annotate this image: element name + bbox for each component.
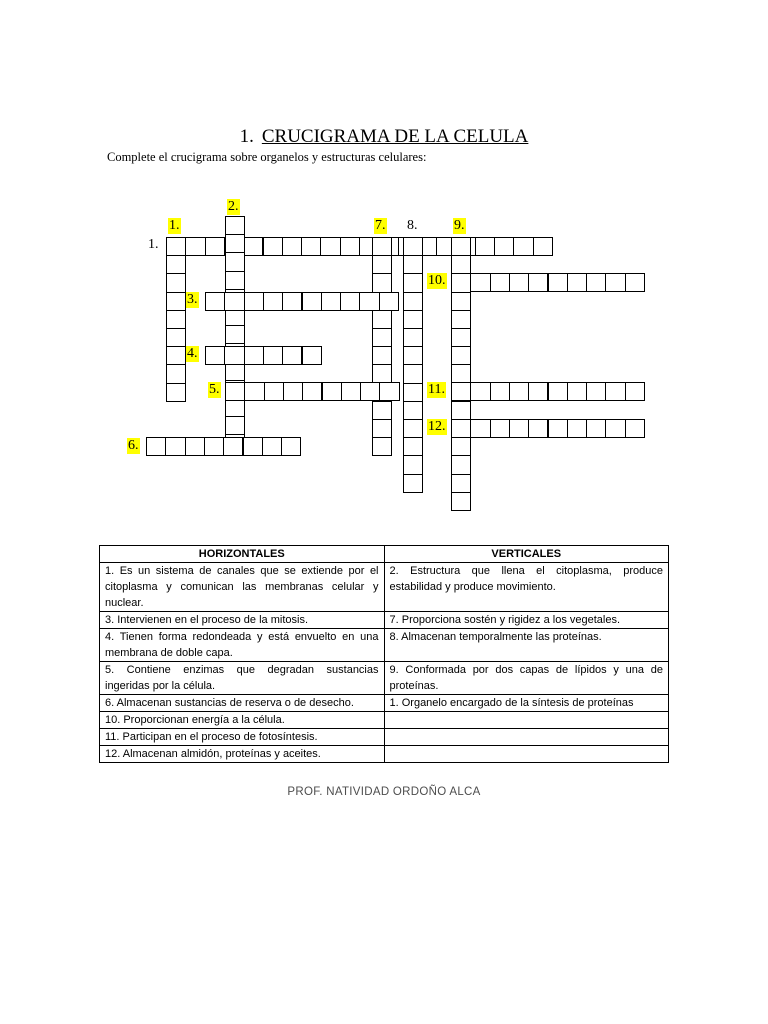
vertical-clue (384, 712, 669, 729)
crossword-cell[interactable] (470, 273, 490, 292)
crossword-cell[interactable] (166, 310, 186, 329)
crossword-cell[interactable] (282, 237, 302, 256)
crossword-cell[interactable] (320, 237, 340, 256)
crossword-cell[interactable] (403, 401, 423, 420)
crossword-cell[interactable] (372, 401, 392, 420)
clue-row (100, 695, 669, 712)
crossword-cell[interactable] (403, 255, 423, 274)
clue-number-v8: 8. (407, 218, 418, 233)
crossword-cell[interactable] (302, 292, 322, 311)
clue-row (100, 729, 669, 746)
author-footer: PROF. NATIVIDAD ORDOÑO ALCA (287, 786, 481, 798)
crossword-cell[interactable] (451, 437, 471, 456)
crossword-cell[interactable] (224, 292, 244, 311)
crossword-cell[interactable] (625, 382, 645, 401)
clue-number-h12: 12. (428, 419, 446, 434)
crossword-cell[interactable] (225, 416, 245, 435)
crossword-cell[interactable] (490, 419, 510, 438)
page-title (0, 126, 768, 148)
crossword-cell[interactable] (605, 419, 625, 438)
clue-row (100, 612, 669, 629)
crossword-cell[interactable] (341, 382, 361, 401)
crossword-cell[interactable] (451, 492, 471, 511)
crossword-cell[interactable] (528, 419, 548, 438)
clue-number-h3: 3. (187, 292, 198, 307)
crossword-cell[interactable] (403, 346, 423, 365)
clue-number-v2: 2. (228, 199, 239, 214)
crossword-cell[interactable] (165, 437, 185, 456)
crossword-cell[interactable] (403, 328, 423, 347)
crossword-cell[interactable] (225, 234, 245, 253)
clue-number-h1: 1. (148, 237, 159, 252)
crossword-cell[interactable] (166, 273, 186, 292)
clues-table (99, 545, 669, 763)
crossword-cell[interactable] (205, 346, 225, 365)
clue-number-v1: 1. (169, 218, 180, 233)
crossword-cell[interactable] (509, 273, 529, 292)
crossword-cell[interactable] (403, 364, 423, 383)
horizontal-clue: 6. Almacenan sustancias de reserva o de desecho. (100, 695, 385, 712)
crossword-cell[interactable] (548, 382, 568, 401)
crossword-cell[interactable] (451, 273, 471, 292)
crossword-cell[interactable] (451, 401, 471, 420)
crossword-cell[interactable] (340, 237, 360, 256)
crossword-cell[interactable] (244, 346, 264, 365)
crossword-cell[interactable] (372, 310, 392, 329)
clue-row (100, 746, 669, 763)
crossword-cell[interactable] (146, 437, 166, 456)
crossword-cell[interactable] (263, 237, 283, 256)
clue-number-v7: 7. (375, 218, 386, 233)
crossword-cell[interactable] (224, 346, 244, 365)
horizontal-clue: 1. Es un sistema de canales que se extiende por el citoplasma y comunican las membranas celular y nuclear. (100, 563, 385, 612)
crossword-cell[interactable] (204, 437, 224, 456)
title-text: CRUCIGRAMA DE LA CELULA (261, 126, 529, 147)
crossword-cell[interactable] (166, 328, 186, 347)
crossword-cell[interactable] (302, 382, 322, 401)
crossword-cell[interactable] (263, 346, 283, 365)
crossword-cell[interactable] (225, 252, 245, 271)
crossword-cell[interactable] (166, 255, 186, 274)
crossword-cell[interactable] (223, 437, 243, 456)
crossword-cell[interactable] (264, 382, 284, 401)
crossword-cell[interactable] (372, 255, 392, 274)
crossword-cell[interactable] (451, 455, 471, 474)
crossword-cell[interactable] (185, 237, 205, 256)
crossword-cell[interactable] (451, 255, 471, 274)
crossword-cell[interactable] (533, 237, 553, 256)
crossword-cell[interactable] (451, 346, 471, 365)
crossword-cell[interactable] (225, 216, 245, 235)
crossword-cell[interactable] (359, 292, 379, 311)
crossword-cell[interactable] (372, 364, 392, 383)
crossword-cell[interactable] (205, 292, 225, 311)
clues-header-row (100, 546, 669, 563)
crossword-cell[interactable] (451, 419, 471, 438)
crossword-cell[interactable] (244, 292, 264, 311)
crossword-cell[interactable] (166, 364, 186, 383)
crossword-cell[interactable] (567, 273, 587, 292)
crossword-cell[interactable] (403, 310, 423, 329)
horizontal-clue: 10. Proporcionan energía a la célula. (100, 712, 385, 729)
crossword-cell[interactable] (403, 474, 423, 493)
crossword-cell[interactable] (166, 346, 186, 365)
crossword-cell[interactable] (586, 273, 606, 292)
crossword-cell[interactable] (451, 310, 471, 329)
horizontal-clue: 4. Tienen forma redondeada y está envuelto en una membrana de doble capa. (100, 629, 385, 662)
crossword-cell[interactable] (470, 382, 490, 401)
vertical-clue: 9. Conformada por dos capas de lípidos y una de proteínas. (384, 662, 669, 695)
crossword-cell[interactable] (403, 455, 423, 474)
crossword-cell[interactable] (605, 382, 625, 401)
vertical-clue: 2. Estructura que llena el citoplasma, produce estabilidad y produce movimiento. (384, 563, 669, 612)
clue-number-h4: 4. (187, 346, 198, 361)
vertical-header: VERTICALES (384, 546, 669, 563)
crossword-cell[interactable] (360, 382, 380, 401)
crossword-cell[interactable] (567, 382, 587, 401)
title-number: 1. (239, 126, 254, 147)
crossword-cell[interactable] (567, 419, 587, 438)
crossword-cell[interactable] (470, 419, 490, 438)
instructions: Complete el crucigrama sobre organelos y estructuras celulares: (107, 150, 427, 164)
crossword-cell[interactable] (451, 237, 471, 256)
crossword-cell[interactable] (451, 328, 471, 347)
vertical-clue (384, 729, 669, 746)
horizontal-clue: 5. Contiene enzimas que degradan sustancias ingeridas por la célula. (100, 662, 385, 695)
crossword-cell[interactable] (185, 437, 205, 456)
crossword-cell[interactable] (301, 237, 321, 256)
crossword-cell[interactable] (403, 383, 423, 402)
crossword-cell[interactable] (490, 273, 510, 292)
crossword-cell[interactable] (225, 271, 245, 290)
crossword-cell[interactable] (403, 419, 423, 438)
crossword-cell[interactable] (244, 382, 264, 401)
crossword-cell[interactable] (451, 364, 471, 383)
clue-row (100, 662, 669, 695)
crossword-cell[interactable] (403, 273, 423, 292)
vertical-clue: 1. Organelo encargado de la síntesis de proteínas (384, 695, 669, 712)
clue-row (100, 563, 669, 612)
crossword-cell[interactable] (451, 474, 471, 493)
crossword-cell[interactable] (166, 292, 186, 311)
crossword-cell[interactable] (282, 292, 302, 311)
clue-row (100, 629, 669, 662)
clue-number-h11: 11. (428, 382, 445, 397)
crossword-cell[interactable] (475, 237, 495, 256)
crossword-cell[interactable] (403, 437, 423, 456)
crossword-cell[interactable] (372, 437, 392, 456)
clue-number-v9: 9. (454, 218, 465, 233)
crossword-cell[interactable] (302, 346, 322, 365)
vertical-clue (384, 746, 669, 763)
crossword-cell[interactable] (548, 273, 568, 292)
horizontal-header: HORIZONTALES (100, 546, 385, 563)
crossword-cell[interactable] (372, 419, 392, 438)
clue-number-h6: 6. (128, 438, 139, 453)
crossword-cell[interactable] (321, 292, 341, 311)
crossword-cell[interactable] (513, 237, 533, 256)
crossword-cell[interactable] (494, 237, 514, 256)
crossword-cell[interactable] (322, 382, 342, 401)
horizontal-clue: 12. Almacenan almidón, proteínas y aceites. (100, 746, 385, 763)
crossword-cell[interactable] (509, 419, 529, 438)
clue-row (100, 712, 669, 729)
crossword-cell[interactable] (372, 328, 392, 347)
crossword-cell[interactable] (403, 237, 423, 256)
crossword-cell[interactable] (166, 383, 186, 402)
crossword-cell[interactable] (509, 382, 529, 401)
crossword-cell[interactable] (379, 292, 399, 311)
crossword-cell[interactable] (490, 382, 510, 401)
crossword-cell[interactable] (528, 382, 548, 401)
horizontal-clue: 11. Participan en el proceso de fotosíntesis. (100, 729, 385, 746)
clue-number-h5: 5. (209, 382, 220, 397)
crossword-cell[interactable] (586, 419, 606, 438)
crossword-cell[interactable] (528, 273, 548, 292)
crossword-cell[interactable] (282, 346, 302, 365)
crossword-cell[interactable] (605, 273, 625, 292)
crossword-cell[interactable] (372, 346, 392, 365)
vertical-clue: 8. Almacenan temporalmente las proteínas. (384, 629, 669, 662)
crossword-cell[interactable] (243, 237, 263, 256)
crossword-cell[interactable] (379, 382, 399, 401)
crossword-cell[interactable] (586, 382, 606, 401)
crossword-cell[interactable] (283, 382, 303, 401)
crossword-cell[interactable] (225, 325, 245, 344)
crossword-cell[interactable] (451, 292, 471, 311)
crossword-cell[interactable] (372, 273, 392, 292)
crossword-cell[interactable] (166, 237, 186, 256)
crossword-cell[interactable] (625, 419, 645, 438)
vertical-clue: 7. Proporciona sostén y rigidez a los vegetales. (384, 612, 669, 629)
clue-number-h10: 10. (428, 273, 446, 288)
crossword-cell[interactable] (281, 437, 301, 456)
crossword-cell[interactable] (625, 273, 645, 292)
crossword-cell[interactable] (403, 292, 423, 311)
crossword-cell[interactable] (225, 382, 245, 401)
crossword-cell[interactable] (451, 382, 471, 401)
horizontal-clue: 3. Intervienen en el proceso de la mitosis. (100, 612, 385, 629)
crossword-cell[interactable] (548, 419, 568, 438)
crossword-cell[interactable] (340, 292, 360, 311)
crossword-cell[interactable] (205, 237, 225, 256)
crossword-cell[interactable] (243, 437, 263, 456)
crossword-cell[interactable] (372, 237, 392, 256)
crossword-cell[interactable] (263, 292, 283, 311)
crossword-cell[interactable] (262, 437, 282, 456)
